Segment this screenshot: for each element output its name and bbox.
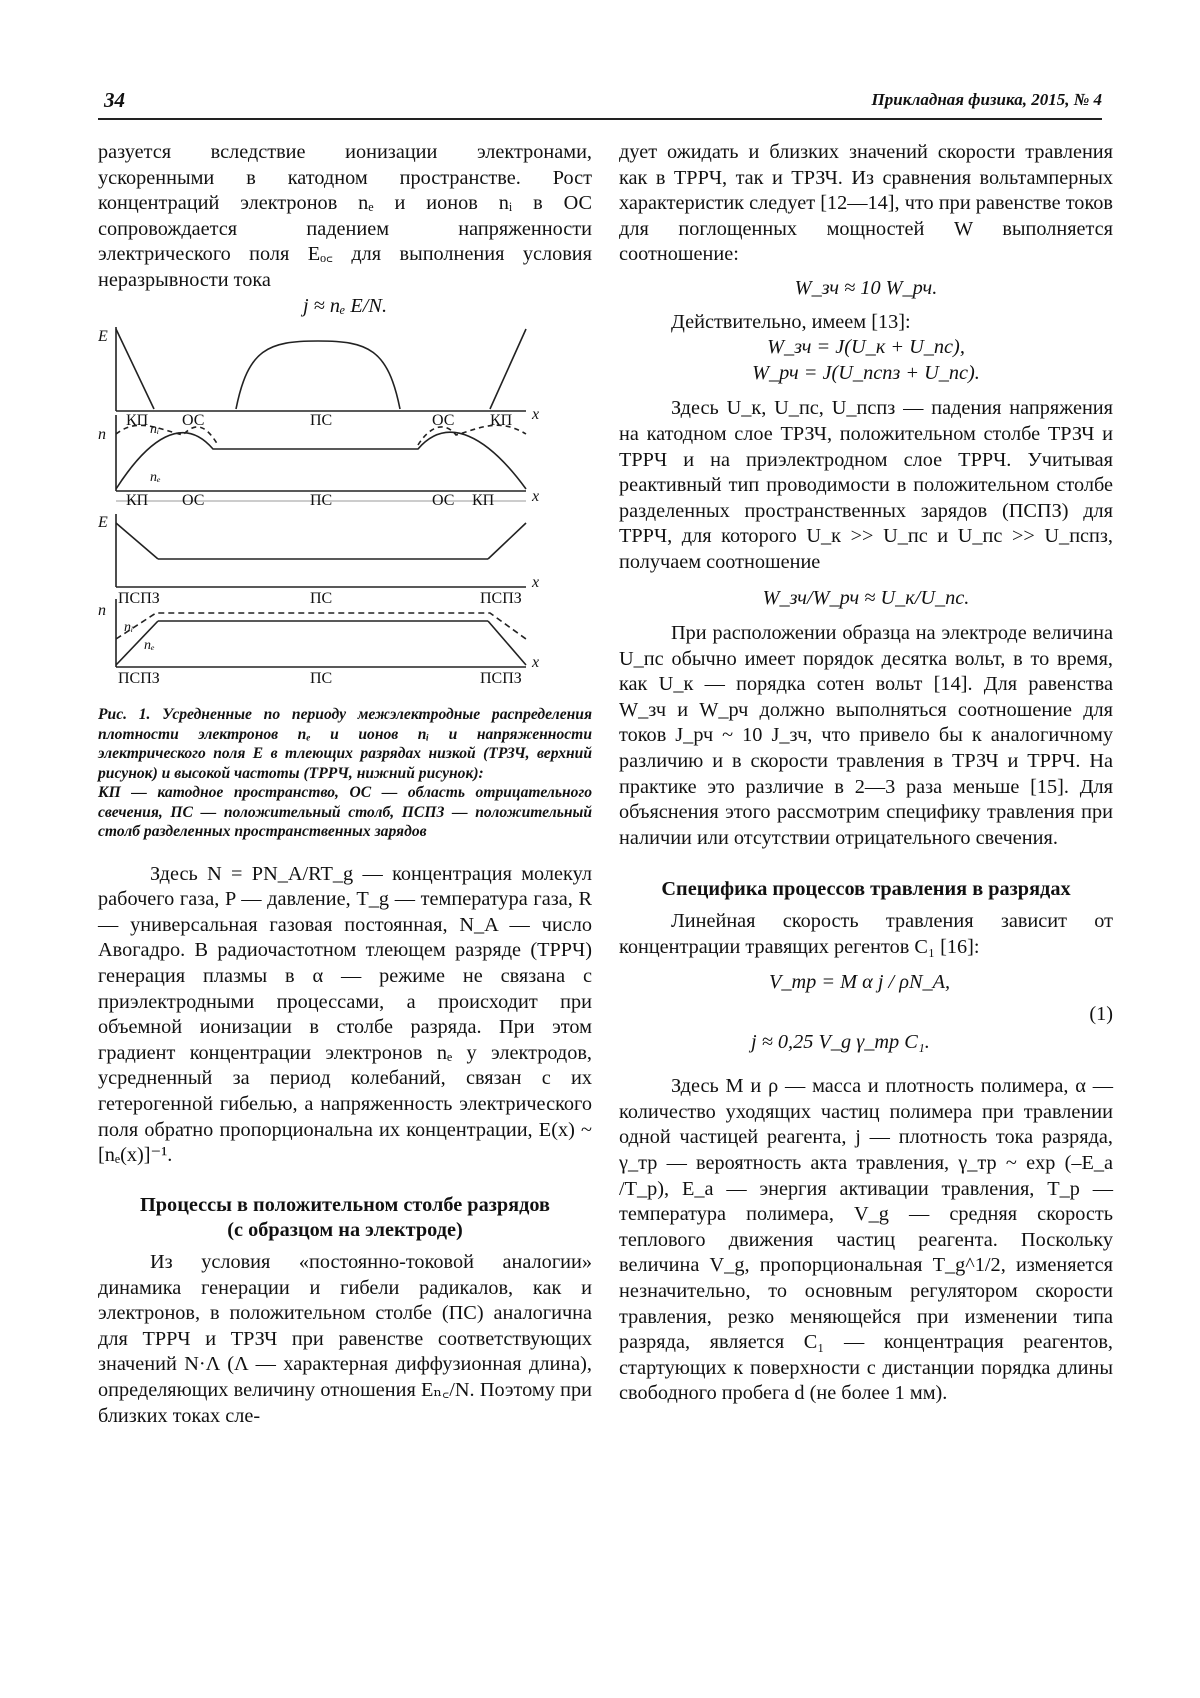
fig-axis-n-1: n [98,426,106,444]
fig-label-os-2: ОС [432,412,455,430]
fig-axis-x-2: x [532,488,540,506]
fig-axis-n-2: n [98,602,106,620]
right-paragraph-6: Здесь M и ρ — масса и плотность полимера, α — количество уходящих частиц полимера при травлении одной частицей реагента, j — плотность тока разряда, γ_тр — вероятность акта травления, γ_тр ~ exp (–E_a /T_p), E_a — энергия активации травления, T_p — температура полимера, V_g — средняя скорость теплового движения частиц реагента. Поскольку величина V_g, пропорциональная T_g^1/2, изменяется незначительно, то основным регулятором скорости травления, резко меняющейся при изменении типа разряда, является C₁ — концентрация реагентов, стартующих к поверхности с дистанции порядка длины свободного пробега d (не более 1 мм). [619,1075,1113,1405]
fig-label-kp-3: КП [126,492,149,510]
fig-axis-x-4: x [532,654,540,672]
fig-label-ps-2: ПС [310,492,333,510]
equation-current-density: j ≈ nₑ E/N. [302,294,388,317]
right-column [619,140,1113,1407]
fig-label-ni-2: nᵢ [124,620,134,636]
fig-label-pspz-3: ПСПЗ [118,670,160,688]
equation-1 [619,970,1113,1064]
fig-label-ni: nᵢ [150,422,160,438]
journal-title: Прикладная физика, 2015, № 4 [871,90,1102,109]
page-number: 34 [104,88,125,112]
section-heading-2: Специфика процессов травления в разрядах [661,878,1071,901]
fig-label-kp: КП [126,412,149,430]
equation-power-lf: W_зч = J(U_к + U_пс), [767,336,965,359]
fig-axis-E-1: E [98,328,108,346]
fig-label-pspz-4: ПСПЗ [480,670,522,688]
figure-caption: Рис. 1. Усредненные по периоду межэлектродные распределения плотности электронов nₑ и ионов nᵢ и напряженности электрического поля E в тлеющих разрядах низкой (ТРЗЧ, верхний рисунок) и высокой частоты (ТРРЧ, нижний рисунок): [98,706,592,782]
section-heading-1-sub: (с образцом на электроде) [227,1219,463,1242]
fig-label-ps: ПС [310,412,333,430]
fig-label-os: ОС [182,412,205,430]
equation-voltage-ratio: W_зч/W_рч ≈ U_к/U_пс. [762,586,970,609]
fig-label-ne-2: nₑ [144,638,155,654]
left-column [98,140,592,1429]
fig-label-pspz-2: ПСПЗ [480,590,522,608]
equation-power-ratio: W_зч ≈ 10 W_рч. [794,276,938,299]
figure-1 [98,319,592,699]
right-paragraph-5: Линейная скорость травления зависит от концентрации травящих регентов C₁ [16]: [619,910,1113,958]
right-paragraph-3: Здесь U_к, U_пс, U_пспз — падения напряжения на катодном слое ТРЗЧ, положительном столбе ТРЗЧ и ТРРЧ и на приэлектродном слое ТРРЧ. Учитывая реактивный тип проводимости в положительном столбе разделенных пространственных зарядов (ПСПЗ) для ТРРЧ, для которого U_к >> U_пс и U_пс >> U_пспз, получаем соотношение [619,397,1113,573]
left-paragraph-2: Здесь N = PN_A/RT_g — концентрация молекул рабочего газа, P — давление, T_g — температура газа, R — универсальная газовая постоянная, N_A — число Авогадро. В радиочастотном тлеющем разряде (ТРРЧ) генерация плазмы в α — режиме не связана с приэлектродными процессами, а происходит при объемной ионизации в столбе разряда. При этом градиент концентрации электронов nₑ у электродов, усредненный за период колебаний, связан с их гетерогенной гибелью, а напряженность электрического поля обратно пропорциональна их концентрации, E(x) ~ [nₑ(x)]⁻¹. [98,862,592,1167]
right-paragraph-4: При расположении образца на электроде величина U_пс обычно имеет порядок десятка вольт, в то время, как U_к — порядка сотен вольт [14]. Для равенства W_зч и W_рч должно выполняться соотношение для токов J_рч ~ 10 J_зч, что привело бы к аналогичному различию и в скорости травления в ТРЗЧ и ТРРЧ. На практике это различие в 2—3 раза меньше [15]. Для объяснения этого рассмотрим специфику травления при наличии или отсутствии отрицательного свечения. [619,622,1113,849]
fig-label-os-4: ОС [432,492,455,510]
equation-1-line-2: j ≈ 0,25 V_g γ_тр C₁. [751,1031,930,1054]
fig-axis-x-1: x [532,406,540,424]
left-paragraph-1: разуется вследствие ионизации электронами, ускоренными в катодном пространстве. Рост концентраций электронов nₑ и ионов nᵢ в ОС сопровождается падением напряженности электрического поля Eₒ꜀ для выполнения условия неразрывности тока [98,141,592,291]
fig-label-ps-4: ПС [310,670,333,688]
right-paragraph-2: Действительно, имеем [13]: [671,310,911,333]
equation-1-line-1: V_тр = M α j / ρN_A, [769,971,951,994]
fig-label-pspz: ПСПЗ [118,590,160,608]
fig-label-kp-4: КП [472,492,495,510]
fig-label-kp-2: КП [490,412,513,430]
fig-label-os-3: ОС [182,492,205,510]
equation-power-hf: W_рч = J(U_пспз + U_пс). [752,361,980,384]
equation-1-number: (1) [1089,1003,1113,1026]
page-header [98,88,1102,120]
fig-axis-x-3: x [532,574,540,592]
fig-label-ps-3: ПС [310,590,333,608]
fig-label-ne: nₑ [150,470,161,486]
right-paragraph-1: дует ожидать и близких значений скорости травления как в ТРРЧ, так и ТРЗЧ. Из сравнения вольтамперных характеристик следует [12—14], что при равенстве токов для поглощенных мощностей W выполняется соотношение: [619,141,1113,266]
left-paragraph-3: Из условия «постоянно-токовой аналогии» динамика генерации и гибели радикалов, как и электронов, в положительном столбе (ПС) аналогична для ТРРЧ и ТРЗЧ при равенстве соответствующих значений N·Λ (Λ — характерная диффузионная длина), определяющих величину отношения Eₙ꜀/N. Поэтому при близких токах сле- [98,1250,592,1427]
fig-axis-E-2: E [98,514,108,532]
figure-caption-legend: КП — катодное пространство, ОС — область отрицательного свечения, ПС — положительный столб, ПСПЗ — положительный столб разделенных пространственных зарядов [98,784,592,841]
section-heading-1: Процессы в положительном столбе разрядов [140,1193,550,1216]
